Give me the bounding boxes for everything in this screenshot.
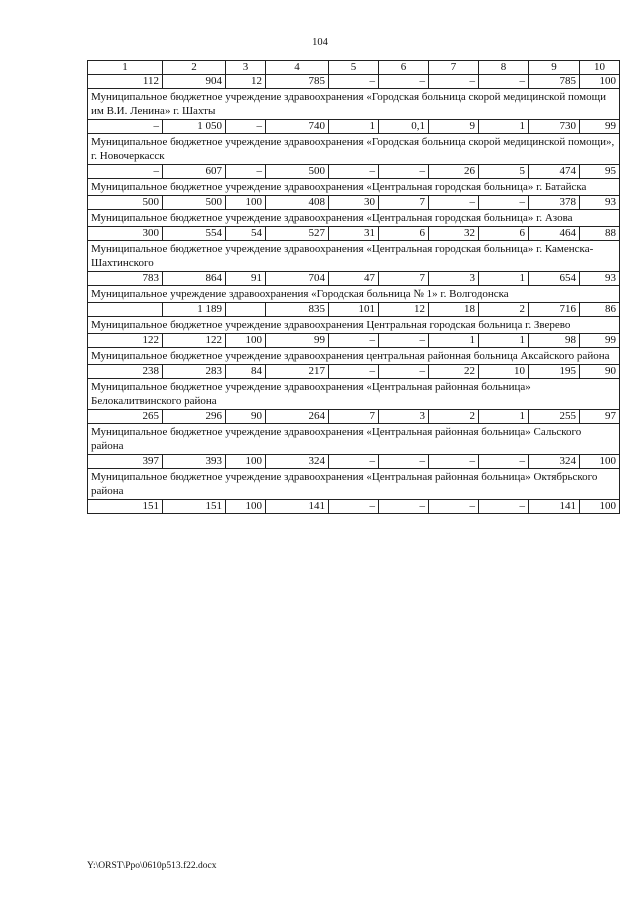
column-number: 4 xyxy=(266,61,329,75)
table-cell: – xyxy=(379,365,429,379)
table-cell: 9 xyxy=(429,120,479,134)
table-cell: – xyxy=(479,75,529,89)
hospital-statistics-table xyxy=(87,60,620,514)
table-cell: 296 xyxy=(163,410,226,424)
table-cell: 54 xyxy=(226,227,266,241)
table-cell: 90 xyxy=(580,365,620,379)
table-cell: 99 xyxy=(266,334,329,348)
table-cell: 217 xyxy=(266,365,329,379)
table-cell: 10 xyxy=(479,365,529,379)
institution-name: Муниципальное бюджетное учреждение здравоохранения «Городская больница скорой медицинской помощи», г. Новочеркасск xyxy=(88,134,620,165)
institution-name-row xyxy=(88,241,620,272)
data-row xyxy=(88,165,620,179)
file-path-footer: Y:\ORST\Ppo\0610p513.f22.docx xyxy=(87,861,217,871)
table-cell: 99 xyxy=(580,120,620,134)
table-cell: 835 xyxy=(266,303,329,317)
table-cell: – xyxy=(329,365,379,379)
data-row xyxy=(88,196,620,210)
table-cell: 26 xyxy=(429,165,479,179)
table-cell: 474 xyxy=(529,165,580,179)
institution-name: Муниципальное учреждение здравоохранения «Городская больница № 1» г. Волгодонска xyxy=(88,286,620,303)
table-cell: 151 xyxy=(163,500,226,514)
table-cell: 704 xyxy=(266,272,329,286)
column-number: 8 xyxy=(479,61,529,75)
table-cell: 141 xyxy=(529,500,580,514)
table-cell: 408 xyxy=(266,196,329,210)
institution-name: Муниципальное бюджетное учреждение здравоохранения «Центральная районная больница» Октябрьского района xyxy=(88,469,620,500)
data-row xyxy=(88,227,620,241)
table-cell: – xyxy=(479,196,529,210)
table-cell: 100 xyxy=(226,334,266,348)
table-cell: 7 xyxy=(379,196,429,210)
column-number: 1 xyxy=(88,61,163,75)
table-cell: – xyxy=(329,455,379,469)
institution-name-row xyxy=(88,134,620,165)
data-row xyxy=(88,303,620,317)
table-cell: 99 xyxy=(580,334,620,348)
table-cell: 378 xyxy=(529,196,580,210)
table-cell: 90 xyxy=(226,410,266,424)
table-cell: – xyxy=(379,75,429,89)
table-cell: – xyxy=(226,120,266,134)
table-cell: 1 xyxy=(479,272,529,286)
table-cell: 22 xyxy=(429,365,479,379)
table-cell: – xyxy=(429,455,479,469)
page-number: 104 xyxy=(312,37,328,48)
column-number: 9 xyxy=(529,61,580,75)
table-cell: 716 xyxy=(529,303,580,317)
table-cell: 3 xyxy=(379,410,429,424)
table-cell: 324 xyxy=(266,455,329,469)
table-cell: 93 xyxy=(580,196,620,210)
table-cell: – xyxy=(429,196,479,210)
column-number: 5 xyxy=(329,61,379,75)
table-cell: 554 xyxy=(163,227,226,241)
table-cell: 654 xyxy=(529,272,580,286)
table-cell: 1 xyxy=(479,120,529,134)
institution-name: Муниципальное бюджетное учреждение здравоохранения «Городская больница скорой медицинской помощи им В.И. Ленина» г. Шахты xyxy=(88,89,620,120)
data-row xyxy=(88,272,620,286)
table-cell: 265 xyxy=(88,410,163,424)
table-cell: 12 xyxy=(226,75,266,89)
table-cell: – xyxy=(88,120,163,134)
institution-name: Муниципальное бюджетное учреждение здравоохранения «Центральная районная больница» Белокалитвинского района xyxy=(88,379,620,410)
table-cell: 100 xyxy=(580,455,620,469)
institution-name-row xyxy=(88,210,620,227)
table-cell: 5 xyxy=(479,165,529,179)
table-cell: 1 xyxy=(329,120,379,134)
table-cell: – xyxy=(429,500,479,514)
table-cell: 30 xyxy=(329,196,379,210)
table-cell: 1 xyxy=(429,334,479,348)
table-cell: 500 xyxy=(88,196,163,210)
column-number: 2 xyxy=(163,61,226,75)
table-cell: 100 xyxy=(226,196,266,210)
table-cell: 112 xyxy=(88,75,163,89)
table-cell: – xyxy=(479,500,529,514)
table-cell: 527 xyxy=(266,227,329,241)
table-cell: 32 xyxy=(429,227,479,241)
table-cell: 0,1 xyxy=(379,120,429,134)
table-cell: 264 xyxy=(266,410,329,424)
institution-name-row xyxy=(88,179,620,196)
table-cell xyxy=(88,303,163,317)
table-cell: 730 xyxy=(529,120,580,134)
data-row xyxy=(88,455,620,469)
table-cell: 300 xyxy=(88,227,163,241)
table-cell: 141 xyxy=(266,500,329,514)
table-cell: 93 xyxy=(580,272,620,286)
table-cell: 122 xyxy=(163,334,226,348)
table-cell: – xyxy=(226,165,266,179)
institution-name-row xyxy=(88,89,620,120)
table-cell: 2 xyxy=(429,410,479,424)
institution-name: Муниципальное бюджетное учреждение здравоохранения «Центральная городская больница» г. Батайска xyxy=(88,179,620,196)
table-cell: 195 xyxy=(529,365,580,379)
table-cell: – xyxy=(479,455,529,469)
table-cell: 98 xyxy=(529,334,580,348)
institution-name: Муниципальное бюджетное учреждение здравоохранения «Центральная городская больница» г. Азова xyxy=(88,210,620,227)
table-cell: 100 xyxy=(580,500,620,514)
institution-name-row xyxy=(88,317,620,334)
table-cell: 500 xyxy=(266,165,329,179)
institution-name-row xyxy=(88,379,620,410)
table-cell: – xyxy=(379,334,429,348)
data-row xyxy=(88,120,620,134)
table-cell: – xyxy=(329,165,379,179)
table-cell: 785 xyxy=(529,75,580,89)
institution-name: Муниципальное бюджетное учреждение здравоохранения «Центральная городская больница» г. Каменска-Шахтинского xyxy=(88,241,620,272)
column-number: 10 xyxy=(580,61,620,75)
table-cell: 283 xyxy=(163,365,226,379)
table-cell: 1 189 xyxy=(163,303,226,317)
table-cell: 12 xyxy=(379,303,429,317)
table-cell: 91 xyxy=(226,272,266,286)
table-cell: 88 xyxy=(580,227,620,241)
institution-name: Муниципальное бюджетное учреждение здравоохранения центральная районная больница Аксайского района xyxy=(88,348,620,365)
institution-name: Муниципальное бюджетное учреждение здравоохранения Центральная городская больница г. Зверево xyxy=(88,317,620,334)
table-cell: 47 xyxy=(329,272,379,286)
table-cell: 2 xyxy=(479,303,529,317)
table-cell: 100 xyxy=(226,455,266,469)
table-cell: 864 xyxy=(163,272,226,286)
table-cell: – xyxy=(379,455,429,469)
table-cell: 1 xyxy=(479,334,529,348)
institution-name-row xyxy=(88,286,620,303)
institution-name: Муниципальное бюджетное учреждение здравоохранения «Центральная районная больница» Сальского района xyxy=(88,424,620,455)
table-cell: – xyxy=(429,75,479,89)
table-cell: 1 050 xyxy=(163,120,226,134)
table-cell xyxy=(226,303,266,317)
table-cell: 397 xyxy=(88,455,163,469)
table-cell: 500 xyxy=(163,196,226,210)
table-cell: 31 xyxy=(329,227,379,241)
table-cell: 151 xyxy=(88,500,163,514)
institution-name-row xyxy=(88,469,620,500)
table-cell: – xyxy=(379,165,429,179)
column-number-row xyxy=(88,61,620,75)
table-cell: – xyxy=(88,165,163,179)
table-cell: 6 xyxy=(479,227,529,241)
table-cell: 101 xyxy=(329,303,379,317)
institution-name-row xyxy=(88,348,620,365)
table-cell: – xyxy=(329,500,379,514)
table-cell: 783 xyxy=(88,272,163,286)
table-cell: 7 xyxy=(329,410,379,424)
table-cell: 255 xyxy=(529,410,580,424)
table-cell: 464 xyxy=(529,227,580,241)
table-cell: 95 xyxy=(580,165,620,179)
table-cell: 7 xyxy=(379,272,429,286)
table-cell: 324 xyxy=(529,455,580,469)
table-cell: 100 xyxy=(580,75,620,89)
data-row xyxy=(88,334,620,348)
table-cell: 238 xyxy=(88,365,163,379)
table-cell: 6 xyxy=(379,227,429,241)
table-cell: 18 xyxy=(429,303,479,317)
table-cell: – xyxy=(329,75,379,89)
column-number: 6 xyxy=(379,61,429,75)
data-row xyxy=(88,500,620,514)
table-cell: 1 xyxy=(479,410,529,424)
table-cell: 740 xyxy=(266,120,329,134)
table-cell: 3 xyxy=(429,272,479,286)
table-cell: – xyxy=(379,500,429,514)
institution-name-row xyxy=(88,424,620,455)
data-row xyxy=(88,365,620,379)
table-cell: – xyxy=(329,334,379,348)
table-cell: 84 xyxy=(226,365,266,379)
column-number: 7 xyxy=(429,61,479,75)
table-cell: 97 xyxy=(580,410,620,424)
table-cell: 607 xyxy=(163,165,226,179)
data-row xyxy=(88,410,620,424)
column-number: 3 xyxy=(226,61,266,75)
table-cell: 785 xyxy=(266,75,329,89)
table-cell: 122 xyxy=(88,334,163,348)
table-cell: 86 xyxy=(580,303,620,317)
data-row xyxy=(88,75,620,89)
table-cell: 904 xyxy=(163,75,226,89)
table-cell: 100 xyxy=(226,500,266,514)
table-cell: 393 xyxy=(163,455,226,469)
